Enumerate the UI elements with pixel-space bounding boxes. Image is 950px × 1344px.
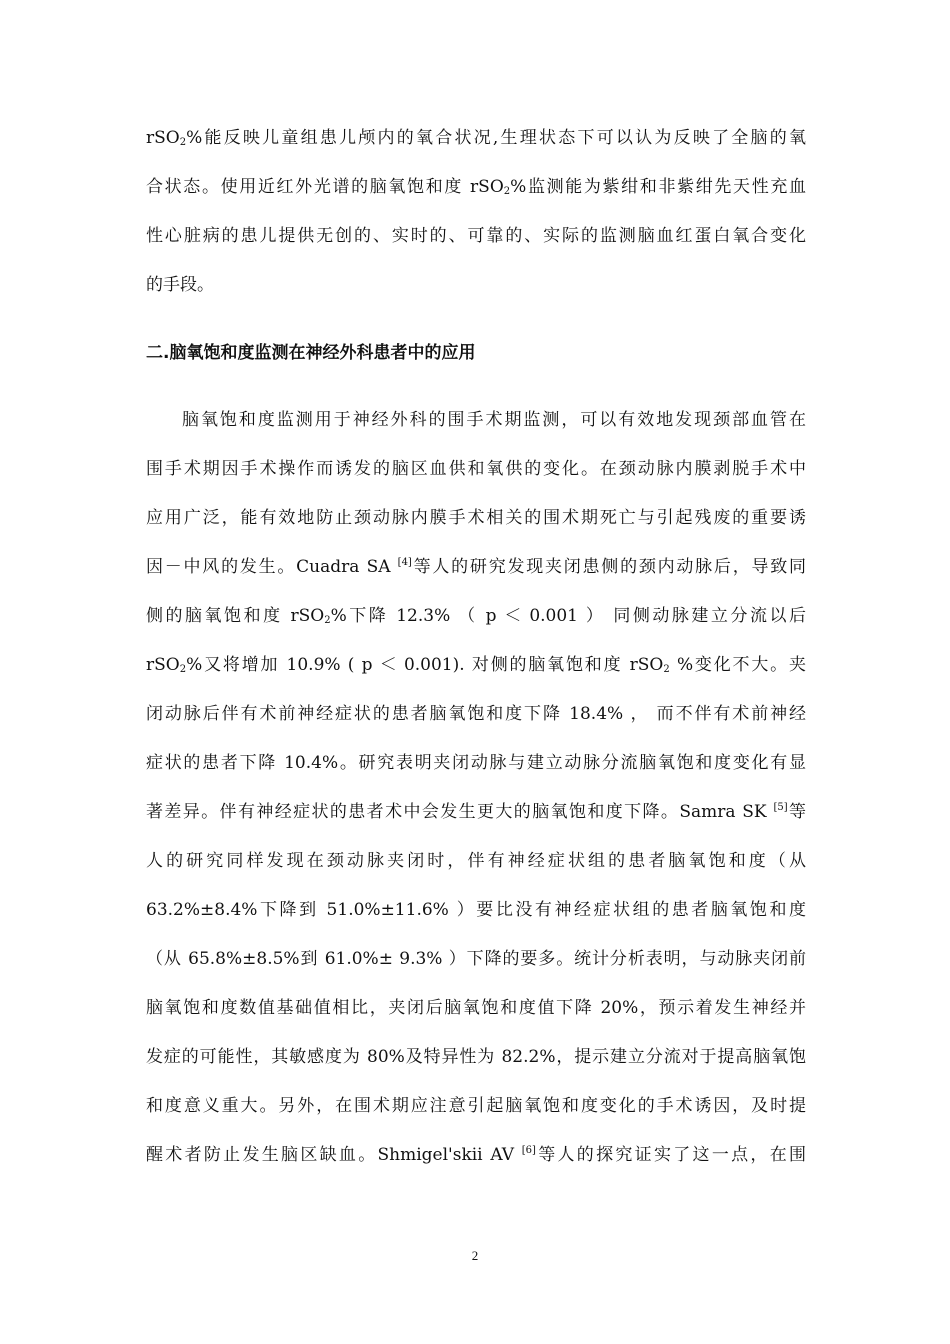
paragraph-2-line-9: 著差异。伴有神经症状的患者术中会发生更大的脑氧饱和度下降。Samra SK [5]等	[146, 802, 806, 822]
paragraph-1-line-3: 性心脏病的患儿提供无创的、实时的、可靠的、实际的监测脑血红蛋白氧合变化	[146, 226, 806, 246]
paragraph-2-line-11: 63.2%±8.4%下降到 51.0%±11.6% ）要比没有神经症状组的患者脑氧饱和度	[146, 900, 806, 920]
paragraph-2-line-3: 应用广泛，能有效地防止颈动脉内膜手术相关的围术期死亡与引起残废的重要诱	[146, 508, 806, 528]
paragraph-2-line-4: 因－中风的发生。Cuadra SA [4]等人的研究发现夹闭患侧的颈内动脉后，导致同	[146, 557, 807, 577]
paragraph-1-line-2: 合状态。使用近红外光谱的脑氧饱和度 rSO$_2$%监测能为紫绀和非紫绀先天性充血	[146, 177, 806, 197]
paragraph-2-line-2: 围手术期因手术操作而诱发的脑区血供和氧供的变化。在颈动脉内膜剥脱手术中	[146, 459, 806, 479]
paragraph-2-line-16: 醒术者防止发生脑区缺血。Shmigel'skii AV [6]等人的探究证实了这一点，在围	[146, 1145, 807, 1165]
paragraph-2-line-15: 和度意义重大。另外，在围术期应注意引起脑氧饱和度变化的手术诱因，及时提	[146, 1096, 806, 1116]
paragraph-2-line-7: 闭动脉后伴有术前神经症状的患者脑氧饱和度下降 18.4% ， 而不伴有术前神经	[146, 704, 806, 724]
section-heading: 二.脑氧饱和度监测在神经外科患者中的应用	[146, 343, 476, 363]
paragraph-1-line-1: rSO$_2$%能反映儿童组患儿颅内的氧合状况,生理状态下可以认为反映了全脑的氧	[146, 128, 806, 148]
paragraph-2-line-8: 症状的患者下降 10.4%。研究表明夹闭动脉与建立动脉分流脑氧饱和度变化有显	[146, 753, 806, 773]
paragraph-2-line-14: 发症的可能性，其敏感度为 80%及特异性为 82.2%，提示建立分流对于提高脑氧饱	[146, 1047, 806, 1067]
paragraph-2-line-5: 侧的脑氧饱和度 rSO$_2$%下降 12.3% （ p ＜ 0.001 ） 同侧动脉建立分流以后	[146, 606, 806, 626]
paragraph-2-line-13: 脑氧饱和度数值基础值相比，夹闭后脑氧饱和度值下降 20%，预示着发生神经并	[146, 998, 806, 1018]
page-number: 2	[471, 1248, 479, 1263]
paragraph-2-line-10: 人的研究同样发现在颈动脉夹闭时，伴有神经症状组的患者脑氧饱和度（从	[146, 851, 806, 871]
paragraph-2-line-6: rSO$_2$%又将增加 10.9% ( p ＜ 0.001). 对侧的脑氧饱和度 rSO$_2$ %变化不大。夹	[146, 655, 806, 675]
paragraph-1-line-4: 的手段。	[146, 275, 214, 295]
paragraph-2-line-12: （从 65.8%±8.5%到 61.0%± 9.3% ）下降的要多。统计分析表明，与动脉夹闭前	[146, 949, 806, 969]
paragraph-2-line-1: 脑氧饱和度监测用于神经外科的围手术期监测，可以有效地发现颈部血管在	[182, 410, 806, 430]
